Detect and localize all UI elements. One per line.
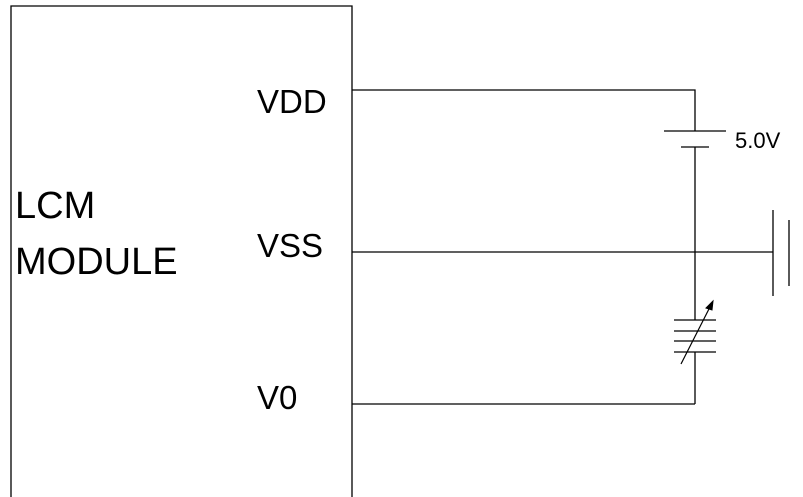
variable-arrow-head-icon xyxy=(706,301,713,310)
supply-voltage-label: 5.0V xyxy=(735,128,781,153)
vdd-wire xyxy=(352,90,695,131)
pin-label-v0: V0 xyxy=(257,379,298,416)
module-label-line1: LCM xyxy=(15,185,96,227)
pin-label-vss: VSS xyxy=(257,227,324,264)
module-label-line2: MODULE xyxy=(15,241,178,283)
variable-adjust-arrow xyxy=(681,303,712,364)
pin-label-vdd: VDD xyxy=(257,83,327,120)
